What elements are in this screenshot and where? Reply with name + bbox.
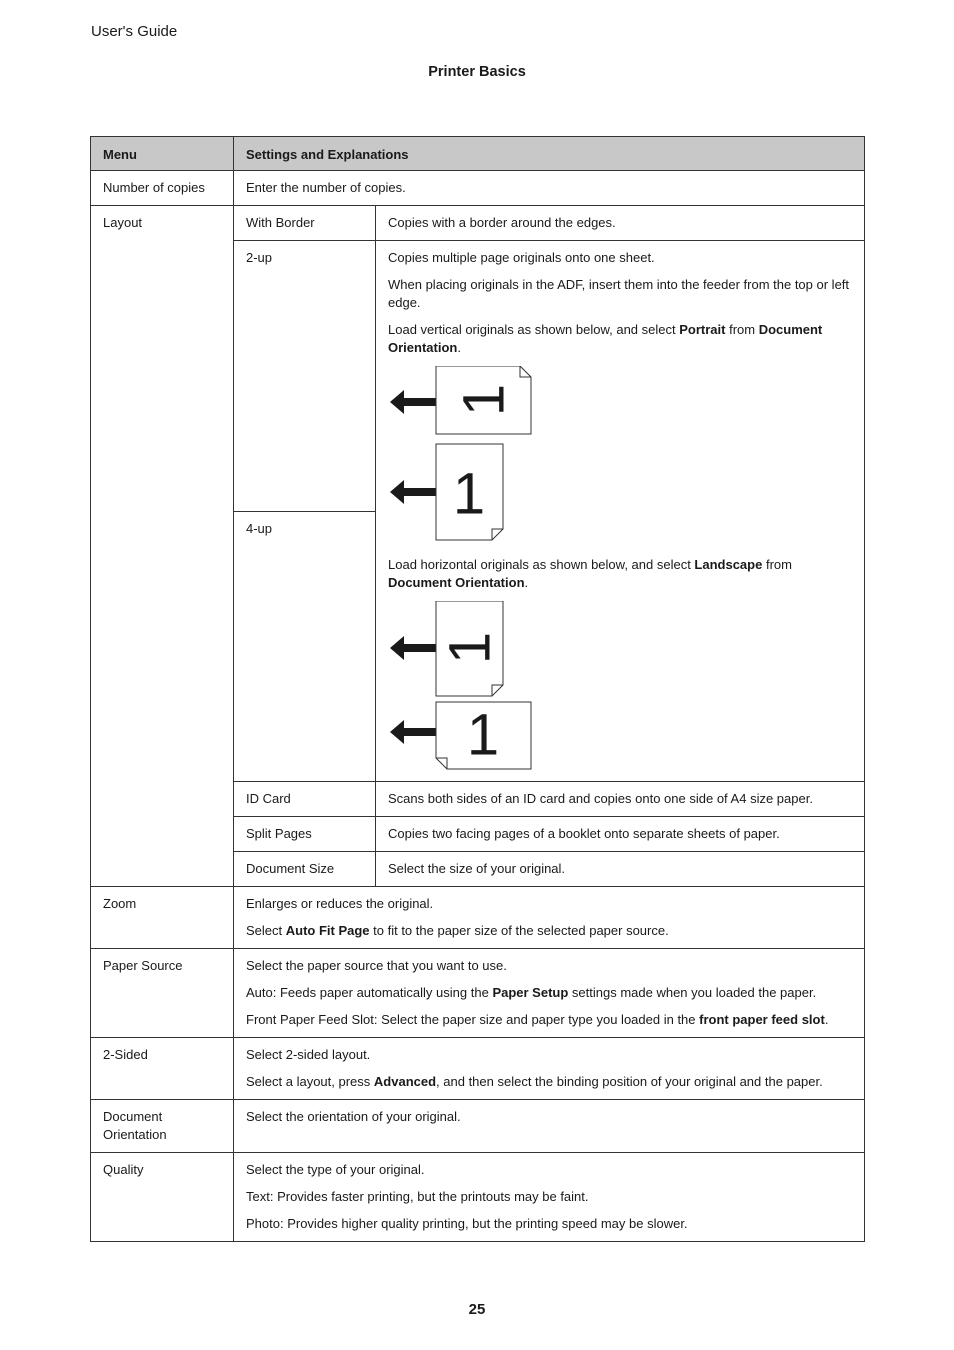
text: Load vertical originals as shown below, and select [388, 322, 680, 337]
settings-cell [234, 1153, 865, 1242]
arrow-left-icon [390, 636, 440, 660]
text: . [524, 575, 529, 590]
paragraph [388, 321, 852, 357]
text: Select [246, 923, 286, 938]
text: Load horizontal originals as shown below, and select [388, 557, 695, 572]
header-menu: Menu [91, 137, 234, 171]
document-page-icon [436, 366, 531, 434]
text: . [457, 340, 461, 355]
settings-table [90, 136, 865, 1242]
text: from [725, 322, 759, 337]
arrow-left-icon [390, 480, 440, 504]
text: Front Paper Feed Slot: Select the paper size and paper type you loaded in the [246, 1012, 700, 1027]
arrow-left-icon [390, 720, 440, 744]
table-row [91, 1153, 865, 1242]
paragraph: Enlarges or reduces the original. [246, 896, 434, 911]
menu-cell: Document Orientation [91, 1100, 234, 1153]
figure-digit: 1 [437, 631, 503, 665]
portrait-loading-figure [388, 366, 852, 542]
arrow-left-icon [390, 390, 440, 414]
bold-text: Document Orientation [388, 322, 823, 355]
option-cell: Split Pages [234, 817, 376, 852]
landscape-loading-figure [388, 601, 852, 773]
table-row [91, 887, 865, 949]
table-row [91, 949, 865, 1038]
explanation-cell: Copies with a border around the edges. [376, 206, 865, 241]
menu-cell: Zoom [91, 887, 234, 949]
figure-digit: 1 [452, 461, 486, 527]
explanation-cell: Copies two facing pages of a booklet onto separate sheets of paper. [376, 817, 865, 852]
paragraph: Select the type of your original. [246, 1162, 425, 1177]
paragraph [246, 1011, 852, 1029]
menu-cell: Quality [91, 1153, 234, 1242]
menu-cell: 2-Sided [91, 1038, 234, 1100]
menu-cell: Layout [91, 206, 234, 887]
text: Select a layout, press [246, 1074, 374, 1089]
paragraph: Select 2-sided layout. [246, 1047, 371, 1062]
text: to fit to the paper size of the selected paper source. [369, 923, 669, 938]
bold-text: Advanced [373, 1074, 437, 1089]
bold-text: Auto Fit Page [285, 923, 370, 938]
paragraph: Select the paper source that you want to use. [246, 958, 507, 973]
settings-cell [234, 1038, 865, 1100]
text: from [762, 557, 792, 572]
table-row [91, 1100, 865, 1153]
page-number: 25 [468, 1301, 486, 1318]
menu-cell: Paper Source [91, 949, 234, 1038]
paragraph [388, 556, 852, 592]
option-cell: With Border [234, 206, 376, 241]
document-page-icon [436, 444, 503, 540]
paragraph: Text: Provides faster printing, but the printouts may be faint. [246, 1189, 589, 1204]
option-cell: ID Card [234, 782, 376, 817]
settings-cell: Enter the number of copies. [234, 171, 865, 206]
settings-cell: Select the orientation of your original. [234, 1100, 865, 1153]
table-row [91, 206, 865, 241]
document-page-icon [436, 601, 503, 696]
table-row [91, 1038, 865, 1100]
paragraph [246, 984, 852, 1002]
document-page-icon [436, 702, 531, 769]
bold-text: Paper Setup [492, 985, 569, 1000]
option-cell: 2-up [234, 241, 376, 512]
text: , and then select the binding position of your original and the paper. [436, 1074, 823, 1089]
option-cell: 4-up [234, 511, 376, 782]
paragraph [246, 1073, 852, 1091]
text: . [824, 1012, 829, 1027]
text: Auto: Feeds paper automatically using the [246, 985, 493, 1000]
paragraph: Copies multiple page originals onto one sheet. [388, 250, 655, 265]
bold-text: Document Orientation [388, 575, 525, 590]
menu-cell: Document Size [234, 852, 376, 887]
bold-text: front paper feed slot [699, 1012, 825, 1027]
bold-text: Portrait [679, 322, 726, 337]
explanation-cell: Scans both sides of an ID card and copies onto one side of A4 size paper. [376, 782, 865, 817]
paragraph: When placing originals in the ADF, insert them into the feeder from the top or left edge. [388, 277, 850, 310]
paragraph [246, 922, 852, 940]
figure-digit: 1 [466, 702, 500, 768]
menu-cell: Number of copies [91, 171, 234, 206]
table-header-row [91, 137, 865, 171]
header-settings: Settings and Explanations [234, 137, 865, 171]
explanation-cell [376, 241, 865, 782]
text: settings made when you loaded the paper. [568, 985, 817, 1000]
header-title: User's Guide [91, 23, 178, 40]
settings-cell [234, 949, 865, 1038]
settings-cell [234, 887, 865, 949]
settings-cell: Select the size of your original. [376, 852, 865, 887]
landscape-loading-illustration [388, 601, 533, 773]
portrait-loading-illustration [388, 366, 533, 542]
table-row [91, 171, 865, 206]
figure-digit: 1 [451, 383, 517, 417]
section-title: Printer Basics [428, 64, 526, 80]
paragraph: Photo: Provides higher quality printing, but the printing speed may be slower. [246, 1216, 688, 1231]
bold-text: Landscape [694, 557, 763, 572]
